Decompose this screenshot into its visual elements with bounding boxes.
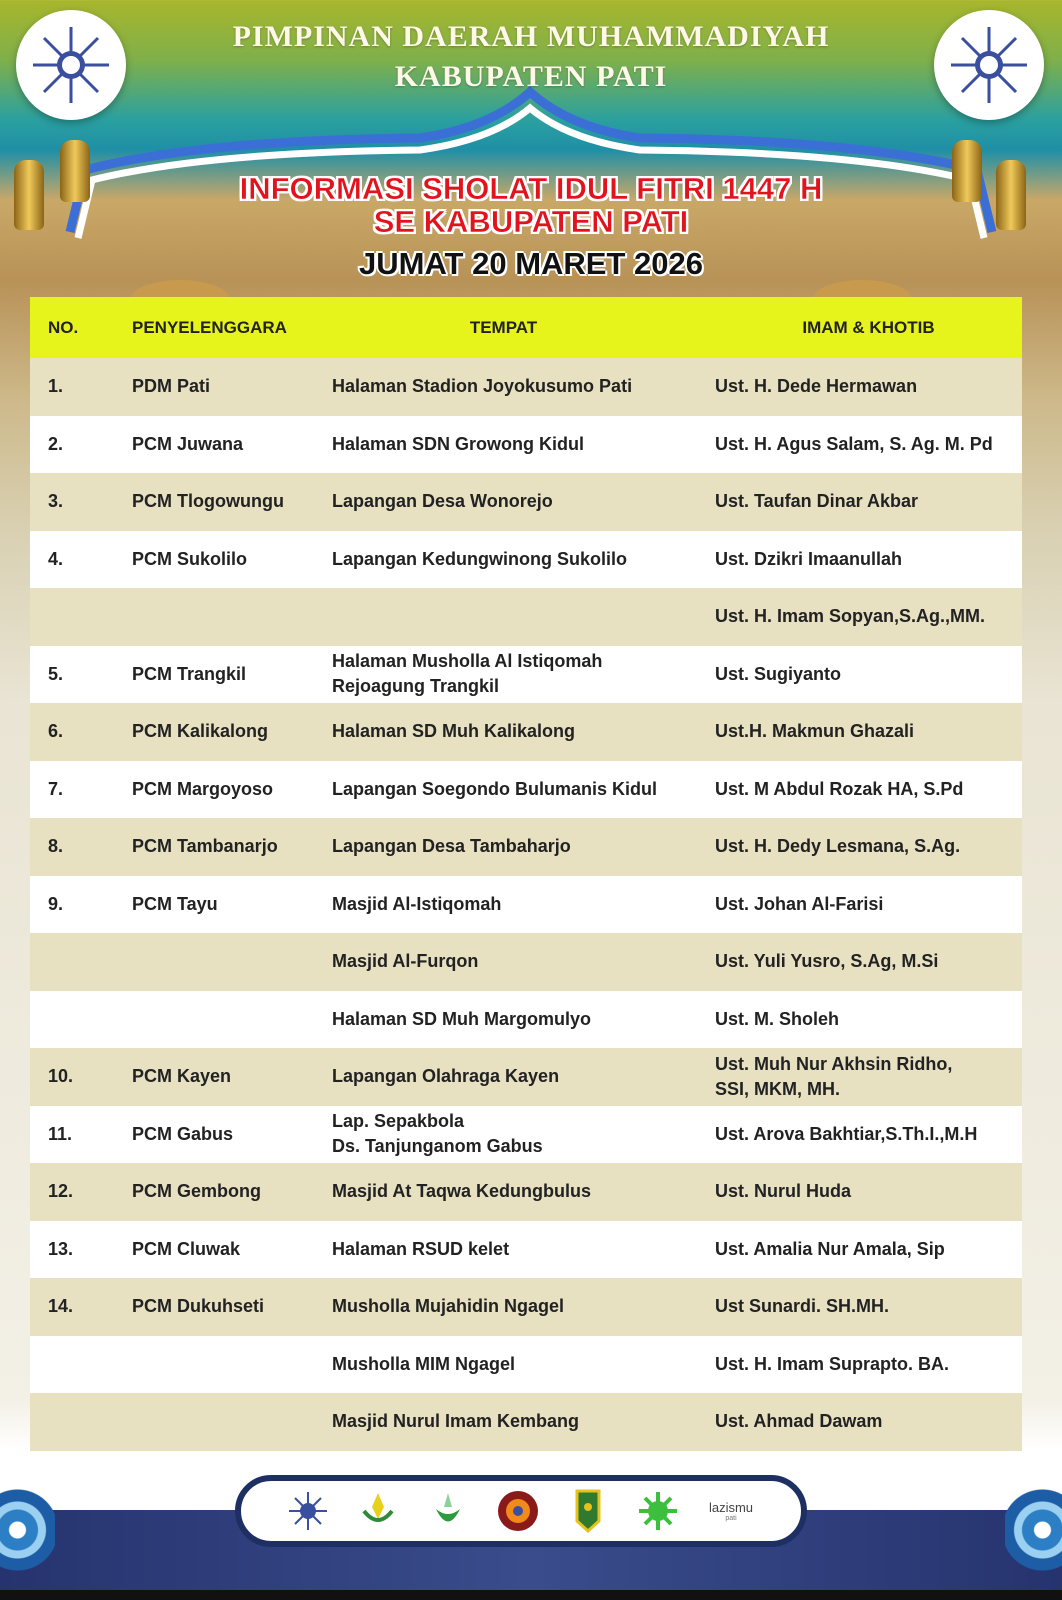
row-number: 13. bbox=[30, 1221, 132, 1279]
row-organizer: PCM Margoyoso bbox=[132, 761, 332, 819]
table-row bbox=[30, 1106, 1022, 1164]
row-organizer: PCM Sukolilo bbox=[132, 531, 332, 589]
row-number: 4. bbox=[30, 531, 132, 589]
row-imam-khotib: Ust Sunardi. SH.MH. bbox=[715, 1278, 1022, 1336]
mandala-ornament-right bbox=[1005, 1460, 1062, 1600]
row-imam-khotib: Ust. M Abdul Rozak HA, S.Pd bbox=[715, 761, 1022, 819]
table-header-row bbox=[30, 297, 1022, 358]
row-imam-khotib: Ust. M. Sholeh bbox=[715, 991, 1022, 1049]
table-row bbox=[30, 646, 1022, 704]
mandala-ornament-left bbox=[0, 1460, 55, 1600]
tapak-suci-logo bbox=[566, 1489, 610, 1533]
poster-header bbox=[0, 0, 1062, 300]
table-row bbox=[30, 933, 1022, 991]
footer bbox=[0, 1450, 1062, 1600]
muhammadiyah-logo bbox=[286, 1489, 330, 1533]
row-imam-khotib: Ust. Johan Al-Farisi bbox=[715, 876, 1022, 934]
row-place: Halaman SD Muh Kalikalong bbox=[332, 703, 715, 761]
table-row bbox=[30, 473, 1022, 531]
row-place: Masjid Al-Furqon bbox=[332, 933, 715, 991]
row-organizer: PCM Trangkil bbox=[132, 646, 332, 704]
nasyiatul-aisyiyah-logo bbox=[426, 1489, 470, 1533]
row-imam-khotib: Ust. Arova Bakhtiar,S.Th.I.,M.H bbox=[715, 1106, 1022, 1164]
table-row bbox=[30, 703, 1022, 761]
row-imam-khotib: Ust. H. Dedy Lesmana, S.Ag. bbox=[715, 818, 1022, 876]
row-number: 3. bbox=[30, 473, 132, 531]
table-row bbox=[30, 1278, 1022, 1336]
row-organizer: PCM Kayen bbox=[132, 1048, 332, 1106]
row-number: 11. bbox=[30, 1106, 132, 1164]
row-imam-khotib: Ust. Sugiyanto bbox=[715, 646, 1022, 704]
row-imam-khotib: Ust. Ahmad Dawam bbox=[715, 1393, 1022, 1451]
row-number: 8. bbox=[30, 818, 132, 876]
row-place: Musholla Mujahidin Ngagel bbox=[332, 1278, 715, 1336]
row-place: Masjid At Taqwa Kedungbulus bbox=[332, 1163, 715, 1221]
table-row bbox=[30, 588, 1022, 646]
row-place: Lapangan Kedungwinong Sukolilo bbox=[332, 531, 715, 589]
bottom-bar bbox=[0, 1590, 1062, 1600]
row-organizer bbox=[132, 933, 332, 991]
table-row bbox=[30, 818, 1022, 876]
row-place: Halaman SDN Growong Kidul bbox=[332, 416, 715, 474]
row-imam-khotib: Ust. Yuli Yusro, S.Ag, M.Si bbox=[715, 933, 1022, 991]
row-number: 10. bbox=[30, 1048, 132, 1106]
schedule-table bbox=[30, 297, 1022, 1451]
row-organizer bbox=[132, 991, 332, 1049]
row-place bbox=[332, 588, 715, 646]
col-header-organizer: PENYELENGGARA bbox=[132, 297, 332, 358]
row-number: 2. bbox=[30, 416, 132, 474]
row-number bbox=[30, 933, 132, 991]
table-row bbox=[30, 991, 1022, 1049]
row-imam-khotib: Ust. Nurul Huda bbox=[715, 1163, 1022, 1221]
row-imam-khotib: Ust. H. Imam Suprapto. BA. bbox=[715, 1336, 1022, 1394]
row-organizer: PDM Pati bbox=[132, 358, 332, 416]
row-organizer: PCM Kalikalong bbox=[132, 703, 332, 761]
row-number bbox=[30, 588, 132, 646]
row-place: Lapangan Desa Tambaharjo bbox=[332, 818, 715, 876]
row-number: 14. bbox=[30, 1278, 132, 1336]
imm-logo bbox=[496, 1489, 540, 1533]
col-header-no: NO. bbox=[30, 297, 132, 358]
row-place: Halaman RSUD kelet bbox=[332, 1221, 715, 1279]
table-row bbox=[30, 531, 1022, 589]
row-organizer bbox=[132, 1393, 332, 1451]
event-title-line2: SE KABUPATEN PATI bbox=[373, 204, 689, 239]
lazismu-logo: lazismu pati bbox=[708, 1500, 754, 1522]
row-place: Masjid Nurul Imam Kembang bbox=[332, 1393, 715, 1451]
table-row bbox=[30, 358, 1022, 416]
row-place: Halaman Stadion Joyokusumo Pati bbox=[332, 358, 715, 416]
table-row bbox=[30, 1048, 1022, 1106]
row-organizer bbox=[132, 1336, 332, 1394]
row-imam-khotib: Ust. Dzikri Imaanullah bbox=[715, 531, 1022, 589]
row-place: Musholla MIM Ngagel bbox=[332, 1336, 715, 1394]
row-number: 7. bbox=[30, 761, 132, 819]
row-place: Lap. Sepakbola Ds. Tanjunganom Gabus bbox=[332, 1106, 715, 1164]
table-row bbox=[30, 416, 1022, 474]
row-place: Lapangan Olahraga Kayen bbox=[332, 1048, 715, 1106]
org-title-line1: PIMPINAN DAERAH MUHAMMADIYAH bbox=[232, 20, 830, 53]
row-imam-khotib: Ust. Muh Nur Akhsin Ridho, SSI, MKM, MH. bbox=[715, 1048, 1022, 1106]
row-imam-khotib: Ust. H. Imam Sopyan,S.Ag.,MM. bbox=[715, 588, 1022, 646]
table-row bbox=[30, 876, 1022, 934]
row-number: 12. bbox=[30, 1163, 132, 1221]
table-row bbox=[30, 1221, 1022, 1279]
row-number: 5. bbox=[30, 646, 132, 704]
event-date: JUMAT 20 MARET 2026 bbox=[359, 246, 703, 281]
partner-logos-bar bbox=[235, 1475, 807, 1547]
row-imam-khotib: Ust.H. Makmun Ghazali bbox=[715, 703, 1022, 761]
row-number bbox=[30, 991, 132, 1049]
table-row bbox=[30, 1393, 1022, 1451]
row-imam-khotib: Ust. H. Dede Hermawan bbox=[715, 358, 1022, 416]
event-title-line1: INFORMASI SHOLAT IDUL FITRI 1447 H bbox=[239, 171, 823, 206]
row-number: 9. bbox=[30, 876, 132, 934]
row-organizer bbox=[132, 588, 332, 646]
row-organizer: PCM Dukuhseti bbox=[132, 1278, 332, 1336]
row-place: Halaman Musholla Al Istiqomah Rejoagung Trangkil bbox=[332, 646, 715, 704]
row-number: 1. bbox=[30, 358, 132, 416]
col-header-place: TEMPAT bbox=[332, 297, 715, 358]
table-row bbox=[30, 1336, 1022, 1394]
row-organizer: PCM Tlogowungu bbox=[132, 473, 332, 531]
row-place: Halaman SD Muh Margomulyo bbox=[332, 991, 715, 1049]
row-imam-khotib: Ust. H. Agus Salam, S. Ag. M. Pd bbox=[715, 416, 1022, 474]
row-organizer: PCM Gembong bbox=[132, 1163, 332, 1221]
row-organizer: PCM Cluwak bbox=[132, 1221, 332, 1279]
row-place: Lapangan Soegondo Bulumanis Kidul bbox=[332, 761, 715, 819]
row-organizer: PCM Gabus bbox=[132, 1106, 332, 1164]
row-organizer: PCM Juwana bbox=[132, 416, 332, 474]
row-imam-khotib: Ust. Amalia Nur Amala, Sip bbox=[715, 1221, 1022, 1279]
row-place: Lapangan Desa Wonorejo bbox=[332, 473, 715, 531]
aisyiyah-logo bbox=[356, 1489, 400, 1533]
row-organizer: PCM Tayu bbox=[132, 876, 332, 934]
col-header-imam: IMAM & KHOTIB bbox=[715, 297, 1022, 358]
pemuda-muhammadiyah-logo bbox=[636, 1489, 680, 1533]
org-title-line2: KABUPATEN PATI bbox=[394, 60, 668, 93]
row-number bbox=[30, 1393, 132, 1451]
row-number bbox=[30, 1336, 132, 1394]
row-number: 6. bbox=[30, 703, 132, 761]
row-imam-khotib: Ust. Taufan Dinar Akbar bbox=[715, 473, 1022, 531]
table-row bbox=[30, 1163, 1022, 1221]
table-row bbox=[30, 761, 1022, 819]
row-place: Masjid Al-Istiqomah bbox=[332, 876, 715, 934]
row-organizer: PCM Tambanarjo bbox=[132, 818, 332, 876]
